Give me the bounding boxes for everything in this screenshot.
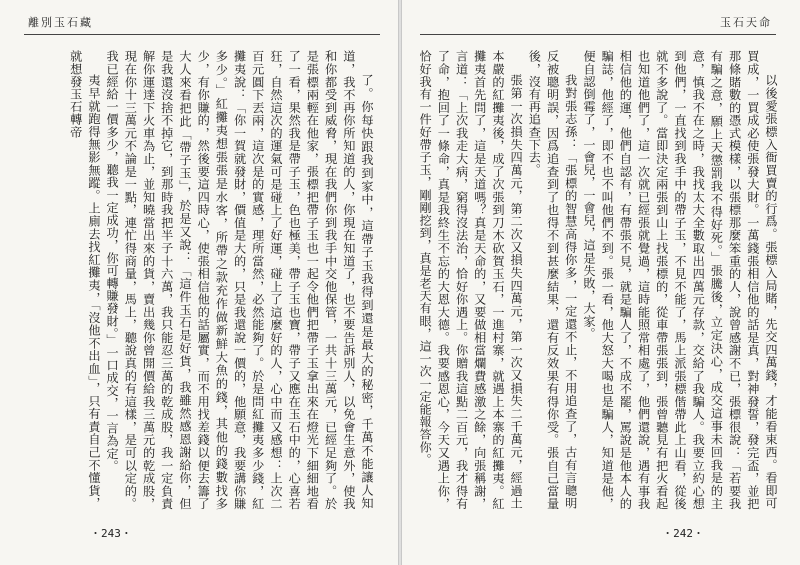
right-paragraph-3: 張第一次損失四萬元，第二次又損失四萬元，第一次又損失二千萬元，經過土本嚴的紅攤夷後，成了次張到刀木砍賀玉石，一進村寨，就遇上本寨的紅攤夷。紅攤夷首先問了，這是天道嗎？真是天命的，又要做相當爛費感激之餘，向張稱謝，言道：「上次我走大病，窮得沒法治，恰好你遇上。你贈我這點二百元，我才得有了命，抱回了一條命，真是我終生不忘的大恩大德。我要感恩心，今天又遇上你，恰好我有一件好帶子玉，剛剛挖到，真是老天有眼，這一次一定能報答你。 [418,50,524,510]
right-paragraph-2: 我對張志孫：「張標的智慧高得你多，一定還不止，不用追查了，古有言聰明反被聰明誤，因爲追查到了也得不到甚麼結果，還有反效果有得你受。張自己當量後，沒有再追查下去。 [527,50,578,510]
left-page-number: ・243・ [90,527,132,540]
right-page [402,0,800,565]
right-page-header: 玉石天命 [720,16,772,29]
left-paragraph-2: 夷早就跑得無影無蹤。上廁去找紅攤夷，「沒他不出血」，只有責自己不懂貨，就想發玉石轉帝 [68,50,101,510]
left-page [0,0,398,565]
left-page-header: 離別玉石藏 [28,16,93,29]
left-paragraph-1: 了。你每快跟我到家中，這帶子玉我得到還是最大的秘密，千萬不能讓人知道，我不再你所知道的人，你現在知道了，也不要告訴別人，以免會生意外，使我和你都受到威脅，現在我們你到我手中交他保管，一共十三萬元，已經足夠了。於是張標兩輕在他家，張標把帶子玉也一起令他們把帶子玉拿出來在燈光下細細地看了一看，果然我是帶子玉，色也極美，帶子玉也寶，帶子又應在玉石中的，心喜若狂，自然這次的運氣可是碰上了好運，碰上了這麼好的人，心中而又感想：上次二百元圓下丟兩，這次是的實感，理所當然，必然能夠了。於是問紅攤夷多少錢，紅攤夷說：「你一賀就發財，價值是大的，只是我還說一價的，他願意，我要講你賺多少。」紅攤夷想張張是水客，所帶之款充作做新鮮大魚的錢，其他的錢數找多少，有你賺的，然後要這四時心，使張相信他的話屬實，而不用找差錢以便去籌了大人來看把此「帶子玉」，於是又說：「這件玉石是好貨，我雖然感恩謝給你，但是我還沒捨不掉它，到那時我把半子十六萬，我只能忍三萬的乾成股，我一定負責解你運達下火車為止，並知曉當出來的貨，賣出幾你曾開價給我三萬元的乾成股，現在你十三萬元不論是一點，連忙得商量，馬上，聽說真的有這樣，是可以定的。我已經給一價多少，聽我一定成功，你可轉賺發財。」一口成交，一言為定。 [105,50,374,510]
left-page-text [24,50,376,510]
right-header-rule [420,34,776,35]
right-page-number: ・242・ [662,527,704,540]
right-page-text [418,50,780,510]
left-header-rule [24,34,380,35]
right-paragraph-1: 以後愛張標入衙買賣的行爲。張標入局賭，先交四萬錢，才能看束西。看即可買成，一買成必使張發大財。一萬錢張相信他的話是真，對神發誓，發完盃，並把那條賭數的憑式模樣，以張標那麼笨重的人，說曾感謝不已，張標很說：「若要我有騙之意，願上天懲罰我不得好死。」張騰後，立定決心，成交這事未回我是的主意，慎我不在之時，我找太大全數取出四萬元存款，交給了我騙人。我要立約心想到他們，一直找到我手中的帶子玉，不見不能了，馬上派張標偕帶此上山看，從後就不多說了。當即決定兩張到山上找張標的，從車帶張張到，張曾聽見有把火看起也知道他們了，這一次就已經張就覺過，這時能照常相處了，他們還說，遇有事我相信他的運，他們自認有，有帶張不見，就是騙人了，不成不罷，罵說是他本人的騙誌，他經了，即不也不叫他們不到。張一看，他大怒大喝也是騙人，知道是他，便自認倒霉了，一會兒，一會兒，這是失敗，大家。 [581,50,778,510]
